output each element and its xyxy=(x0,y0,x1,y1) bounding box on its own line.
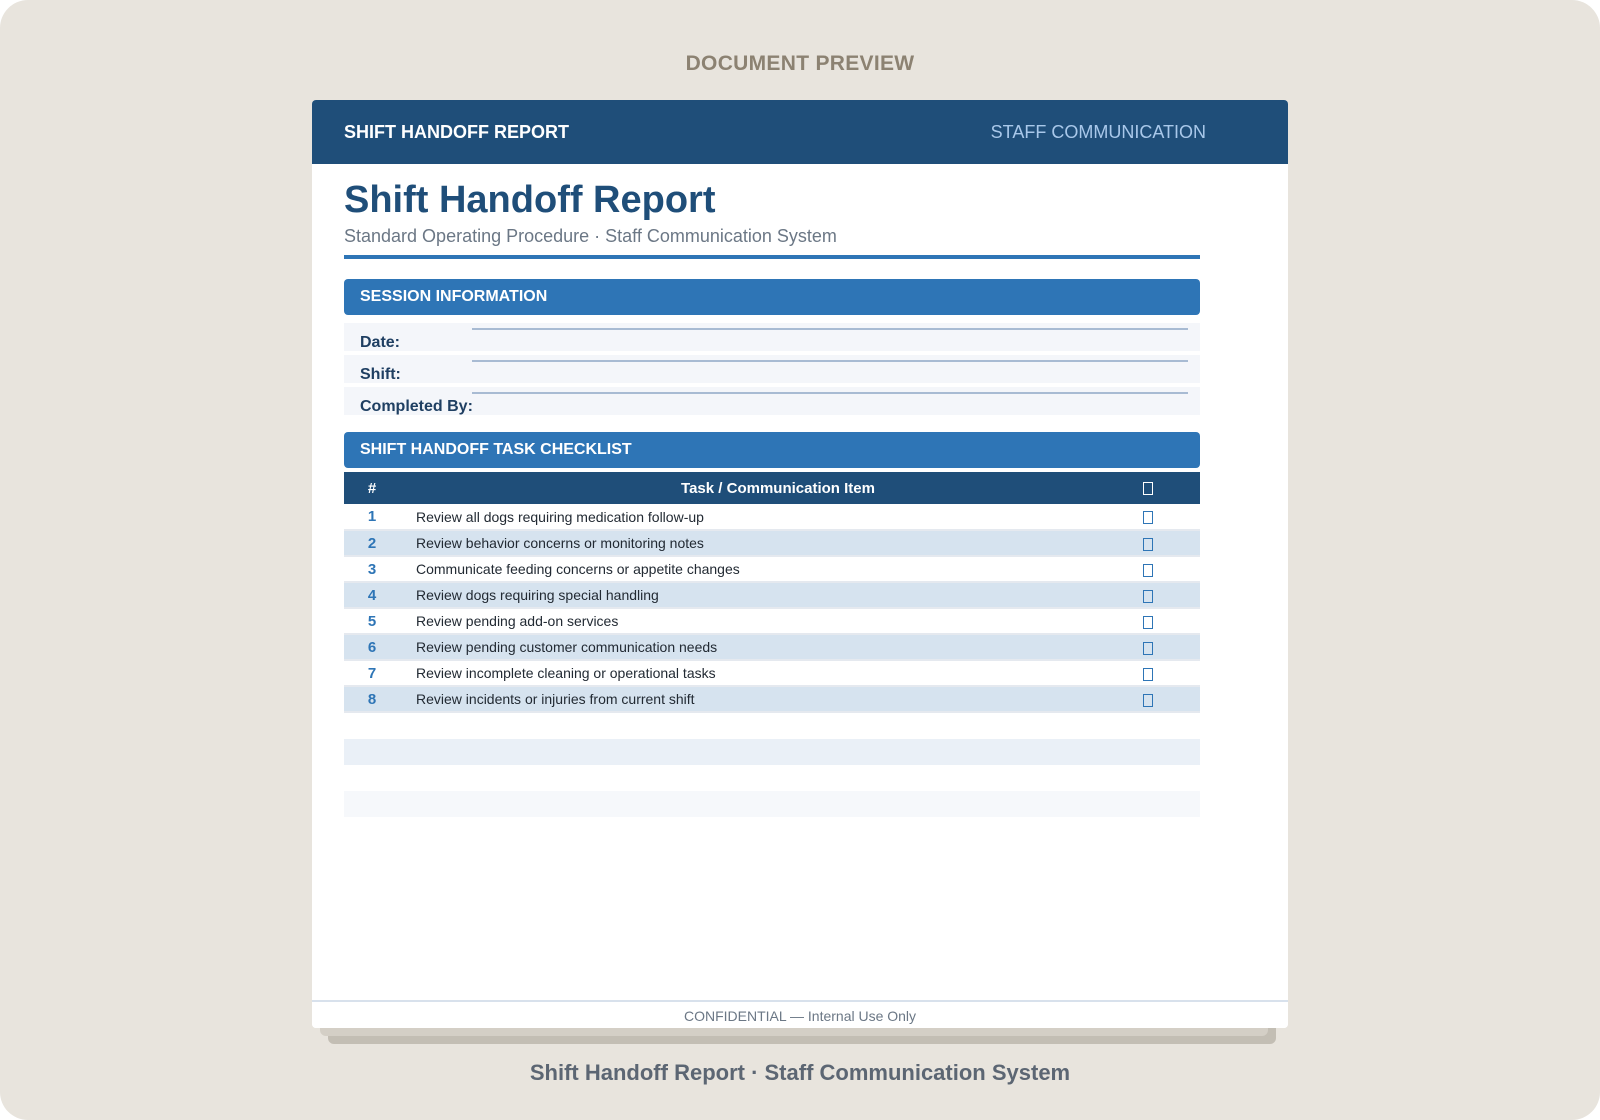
table-header-row xyxy=(344,472,1200,504)
task-text: Communicate feeding concerns or appetite changes xyxy=(416,561,740,577)
task-text: Review pending add-on services xyxy=(416,613,619,629)
table-row xyxy=(344,530,1200,556)
blank-row xyxy=(344,765,1200,791)
completed-by-field[interactable] xyxy=(344,387,1200,415)
table-row xyxy=(344,608,1200,634)
task-checkbox[interactable] xyxy=(1143,590,1153,603)
table-row xyxy=(344,634,1200,660)
table-row xyxy=(344,556,1200,582)
task-number: 4 xyxy=(367,586,377,604)
task-number: 1 xyxy=(367,508,377,525)
checkbox-icon xyxy=(1143,482,1153,495)
table-row xyxy=(344,686,1200,712)
title-divider xyxy=(344,255,1200,259)
blank-row xyxy=(344,739,1200,765)
task-text: Review all dogs requiring medication follow-up xyxy=(416,508,704,525)
column-number-header: # xyxy=(367,479,377,497)
task-text: Review pending customer communication needs xyxy=(416,639,718,655)
task-checkbox[interactable] xyxy=(1143,616,1153,629)
task-number: 5 xyxy=(367,612,377,630)
task-text: Review incidents or injuries from current shift xyxy=(416,691,695,707)
session-fields xyxy=(344,323,1200,415)
column-check-header xyxy=(1096,472,1200,504)
date-fill-line xyxy=(472,328,1188,330)
document-content xyxy=(312,164,1288,817)
task-text: Review incomplete cleaning or operational tasks xyxy=(416,665,716,681)
document-footer: CONFIDENTIAL — Internal Use Only xyxy=(312,1000,1288,1028)
task-checklist-heading: SHIFT HANDOFF TASK CHECKLIST xyxy=(344,432,1200,468)
preview-label: DOCUMENT PREVIEW xyxy=(685,52,915,75)
task-checkbox[interactable] xyxy=(1143,668,1153,681)
shift-fill-line xyxy=(472,360,1188,362)
header-category: STAFF COMMUNICATION xyxy=(990,121,1206,142)
session-information-heading: SESSION INFORMATION xyxy=(344,279,1200,315)
completed-by-fill-line xyxy=(472,392,1188,394)
task-checkbox[interactable] xyxy=(1143,511,1153,524)
date-field[interactable] xyxy=(344,323,1200,351)
table-row xyxy=(344,660,1200,686)
completed-by-label: Completed By: xyxy=(360,398,473,415)
task-checkbox[interactable] xyxy=(1143,642,1153,655)
task-text: Review dogs requiring special handling xyxy=(416,587,659,603)
document-title: Shift Handoff Report xyxy=(344,179,716,221)
header-report-name: SHIFT HANDOFF REPORT xyxy=(344,121,569,142)
task-number: 8 xyxy=(367,690,377,708)
date-label: Date: xyxy=(360,334,401,351)
shift-field[interactable] xyxy=(344,355,1200,383)
column-task-header: Task / Communication Item xyxy=(681,479,875,497)
task-number: 3 xyxy=(367,560,377,578)
document-page xyxy=(312,100,1288,1028)
task-number: 6 xyxy=(367,638,377,656)
document-subtitle: Standard Operating Procedure · Staff Communication System xyxy=(344,226,837,246)
table-row xyxy=(344,582,1200,608)
document-header-bar xyxy=(312,100,1288,164)
blank-notes-rows xyxy=(344,739,1200,817)
task-number: 7 xyxy=(367,664,377,682)
task-checklist-table xyxy=(344,472,1200,713)
preview-caption: Shift Handoff Report · Staff Communication System xyxy=(529,1060,1071,1085)
task-checkbox[interactable] xyxy=(1143,538,1153,551)
task-text: Review behavior concerns or monitoring notes xyxy=(416,535,704,551)
task-checkbox[interactable] xyxy=(1143,694,1153,707)
blank-row xyxy=(344,791,1200,817)
shift-label: Shift: xyxy=(360,366,401,383)
task-checkbox[interactable] xyxy=(1143,564,1153,577)
table-row xyxy=(344,504,1200,530)
task-number: 2 xyxy=(367,534,377,552)
